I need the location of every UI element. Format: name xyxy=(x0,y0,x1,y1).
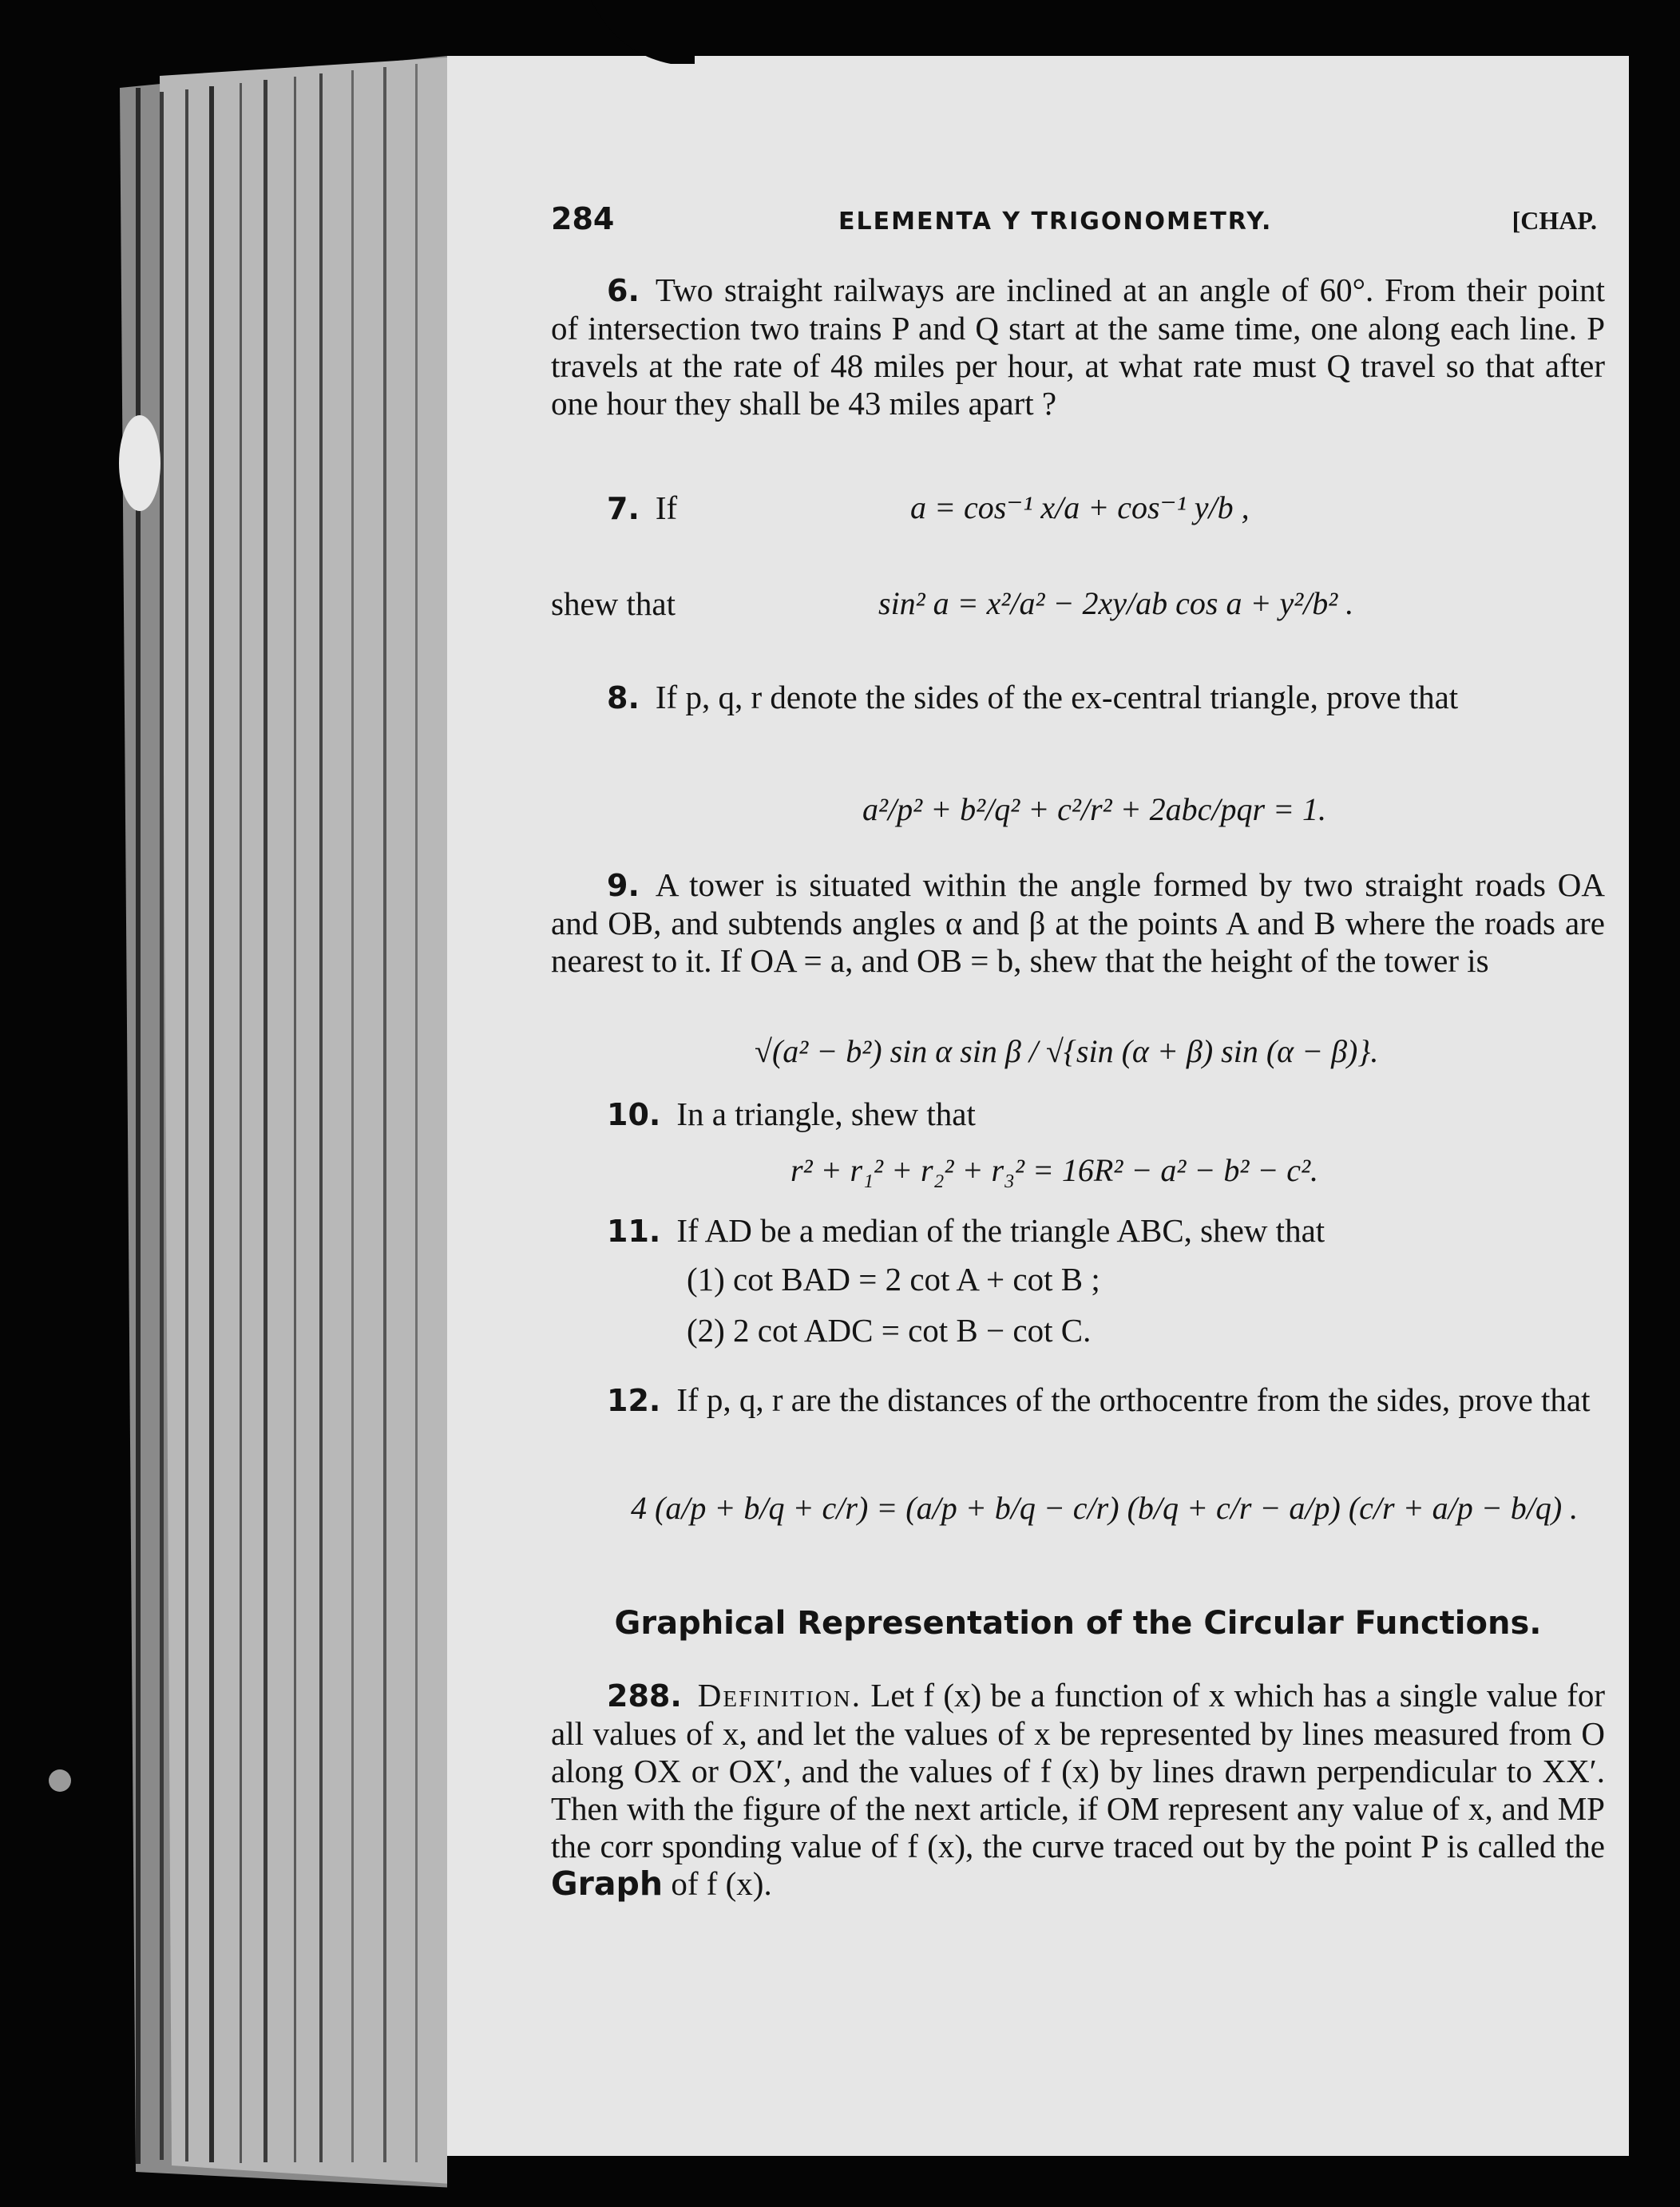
page-edge-stack xyxy=(120,56,455,2188)
problem-7-lead xyxy=(551,489,677,527)
problem-10 xyxy=(551,1096,1605,1134)
problem-number: 11. xyxy=(607,1214,661,1249)
article-label: Definition. xyxy=(697,1677,862,1714)
equation: sin² a = x²/a² − 2xy/ab cos a + y²/b² . xyxy=(878,585,1354,621)
article-number: 288. xyxy=(607,1678,682,1714)
equation: √(a² − b²) sin α sin β / √{sin (α + β) sin (α − β)}. xyxy=(755,1033,1379,1069)
problem-12 xyxy=(551,1381,1605,1420)
problem-11 xyxy=(551,1212,1605,1250)
problem-text: A tower is situated within the angle formed by two straight roads OA and OB, and subtends angles α and β at the points A and B where the roads are nearest to it. If OA = a, and OB = b, shew that the height of the tower is xyxy=(551,866,1605,979)
article-text: Let f (x) be a function of x which has a single value for all values of x, and let the values of x be represented by lines measured from O along OX or OX′, and the values of f (x) by lines drawn perpendicular to XX′. Then with the figure of the next article, if OM represent any value of x, and MP the corr sponding value of f (x), the curve traced out by the point P is called the xyxy=(551,1677,1606,1864)
binding-spot xyxy=(49,1769,71,1792)
equation: r² + r₁² + r₂² + r₃² = 16R² − a² − b² − c². xyxy=(790,1152,1319,1188)
equation: 4 (a/p + b/q + c/r) = (a/p + b/q − c/r) (b/q + c/r − a/p) (c/r + a/p − b/q) . xyxy=(631,1490,1579,1526)
problem-number: 7. xyxy=(607,491,640,526)
article-288 xyxy=(551,1677,1605,1903)
list-item: (1) cot BAD = 2 cot A + cot B ; xyxy=(687,1261,1100,1298)
problem-number: 9. xyxy=(607,868,640,903)
graph-term: Graph xyxy=(551,1864,664,1903)
page-number: 284 xyxy=(551,201,615,236)
problem-text: Two straight railways are inclined at an angle of 60°. From their point of intersection two trains P and Q start at the same time, one along each line. P travels at the rate of 48 miles per hour, at what rate must Q travel so that after one hour they shall be 43 miles apart ? xyxy=(551,271,1605,422)
list-item: (2) 2 cot ADC = cot B − cot C. xyxy=(687,1312,1092,1349)
section-heading: Graphical Representation of the Circular Functions. xyxy=(614,1605,1542,1642)
problem-text: In a triangle, shew that xyxy=(676,1096,976,1132)
problem-6 xyxy=(551,271,1605,422)
binding-spot xyxy=(119,415,160,511)
problem-number: 6. xyxy=(607,273,640,308)
equation: a = cos⁻¹ x/a + cos⁻¹ y/b , xyxy=(910,489,1250,525)
problem-text: If AD be a median of the triangle ABC, shew that xyxy=(676,1212,1325,1249)
problem-text: If p, q, r are the distances of the orthocentre from the sides, prove that xyxy=(676,1381,1591,1418)
problem-9 xyxy=(551,866,1605,980)
problem-number: 12. xyxy=(607,1383,661,1418)
problem-number: 10. xyxy=(607,1097,661,1132)
equation: a²/p² + b²/q² + c²/r² + 2abc/pqr = 1. xyxy=(862,791,1327,827)
running-header xyxy=(551,201,1605,249)
chapter-mark: [CHAP. xyxy=(1512,206,1597,235)
problem-label: If xyxy=(655,489,678,526)
running-title: ELEMENTA Y TRIGONOMETRY. xyxy=(838,208,1273,236)
article-tail: of f (x). xyxy=(671,1865,772,1902)
problem-text: If p, q, r denote the sides of the ex-central triangle, prove that xyxy=(655,679,1459,715)
problem-number: 8. xyxy=(607,680,640,715)
problem-8 xyxy=(551,679,1605,717)
book-page xyxy=(447,160,1621,2180)
problem-7-shew: shew that xyxy=(551,585,676,622)
